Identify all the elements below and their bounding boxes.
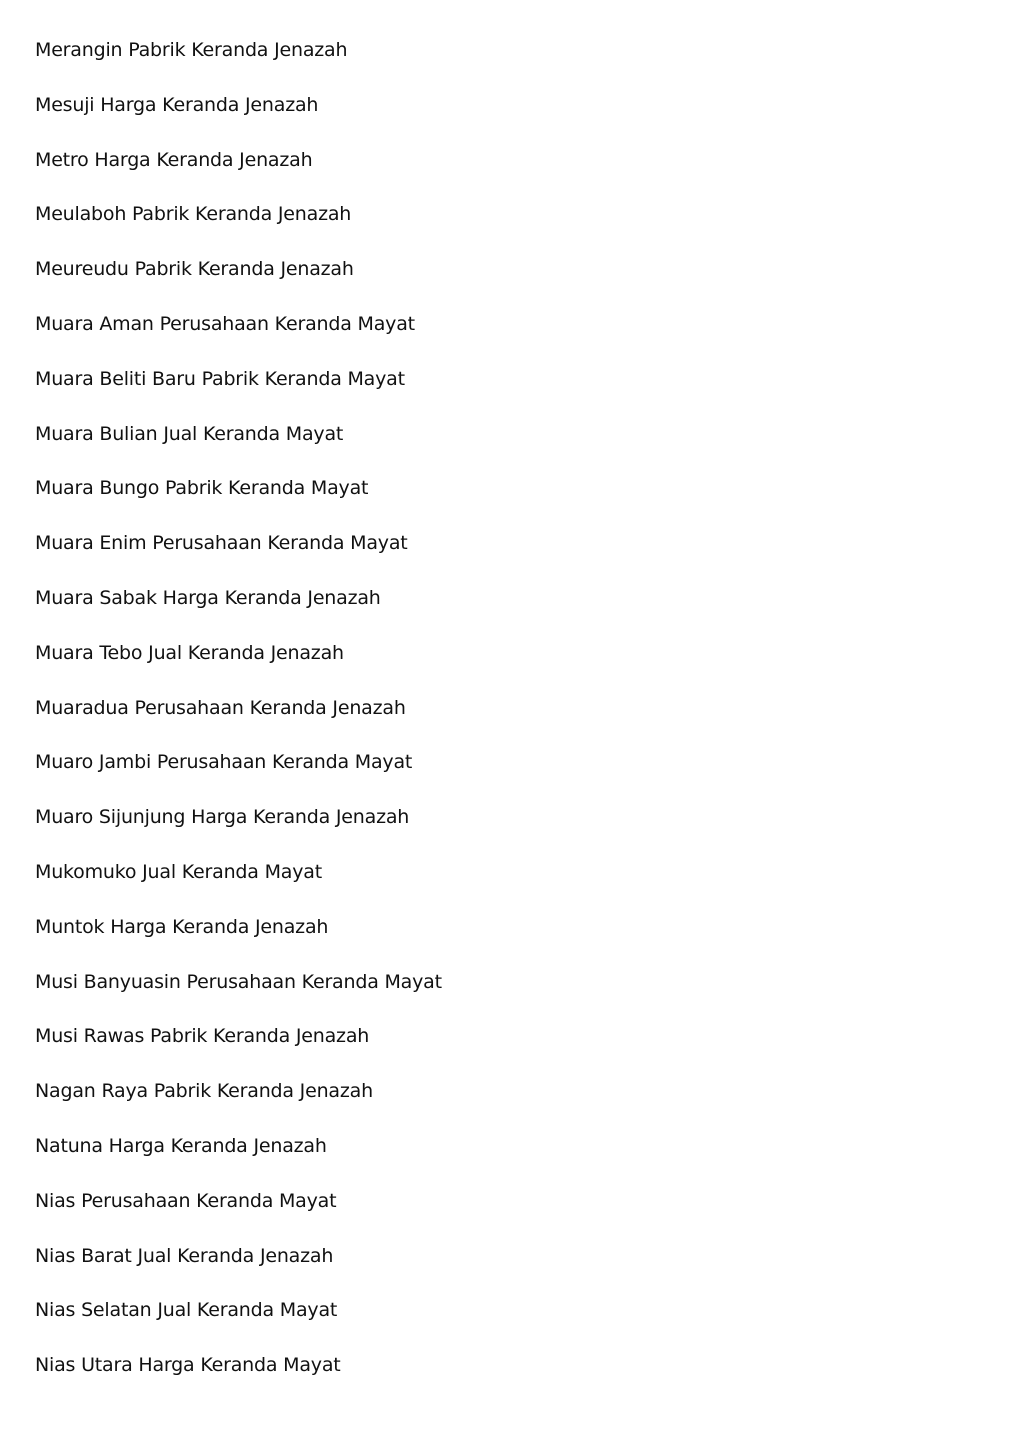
list-item: Muntok Harga Keranda Jenazah [35, 915, 329, 938]
list-item: Mukomuko Jual Keranda Mayat [35, 860, 322, 883]
list-item: Musi Rawas Pabrik Keranda Jenazah [35, 1025, 370, 1048]
list-item: Nias Barat Jual Keranda Jenazah [35, 1244, 334, 1267]
location-list [35, 36, 935, 1406]
list-item: Muaro Sijunjung Harga Keranda Jenazah [35, 806, 410, 829]
list-item: Metro Harga Keranda Jenazah [35, 148, 313, 171]
list-item: Nias Utara Harga Keranda Mayat [35, 1354, 341, 1377]
list-item: Meureudu Pabrik Keranda Jenazah [35, 258, 354, 281]
list-item: Muara Bulian Jual Keranda Mayat [35, 422, 344, 445]
list-item: Muara Beliti Baru Pabrik Keranda Mayat [35, 367, 405, 390]
list-item: Nias Selatan Jual Keranda Mayat [35, 1299, 338, 1322]
list-item: Nias Perusahaan Keranda Mayat [35, 1189, 337, 1212]
list-item: Merangin Pabrik Keranda Jenazah [35, 39, 348, 61]
list-item: Natuna Harga Keranda Jenazah [35, 1134, 327, 1157]
list-item: Mesuji Harga Keranda Jenazah [35, 93, 319, 116]
list-item: Muara Sabak Harga Keranda Jenazah [35, 586, 381, 609]
list-item: Muaro Jambi Perusahaan Keranda Mayat [35, 751, 413, 774]
list-item: Muara Bungo Pabrik Keranda Mayat [35, 477, 369, 500]
list-item: Muara Enim Perusahaan Keranda Mayat [35, 532, 408, 555]
list-item: Muaradua Perusahaan Keranda Jenazah [35, 696, 406, 719]
list-item: Nagan Raya Pabrik Keranda Jenazah [35, 1080, 373, 1103]
list-item: Musi Banyuasin Perusahaan Keranda Mayat [35, 970, 442, 993]
list-item: Muara Tebo Jual Keranda Jenazah [35, 641, 344, 664]
list-item: Muara Aman Perusahaan Keranda Mayat [35, 312, 415, 335]
list-item: Meulaboh Pabrik Keranda Jenazah [35, 203, 352, 226]
